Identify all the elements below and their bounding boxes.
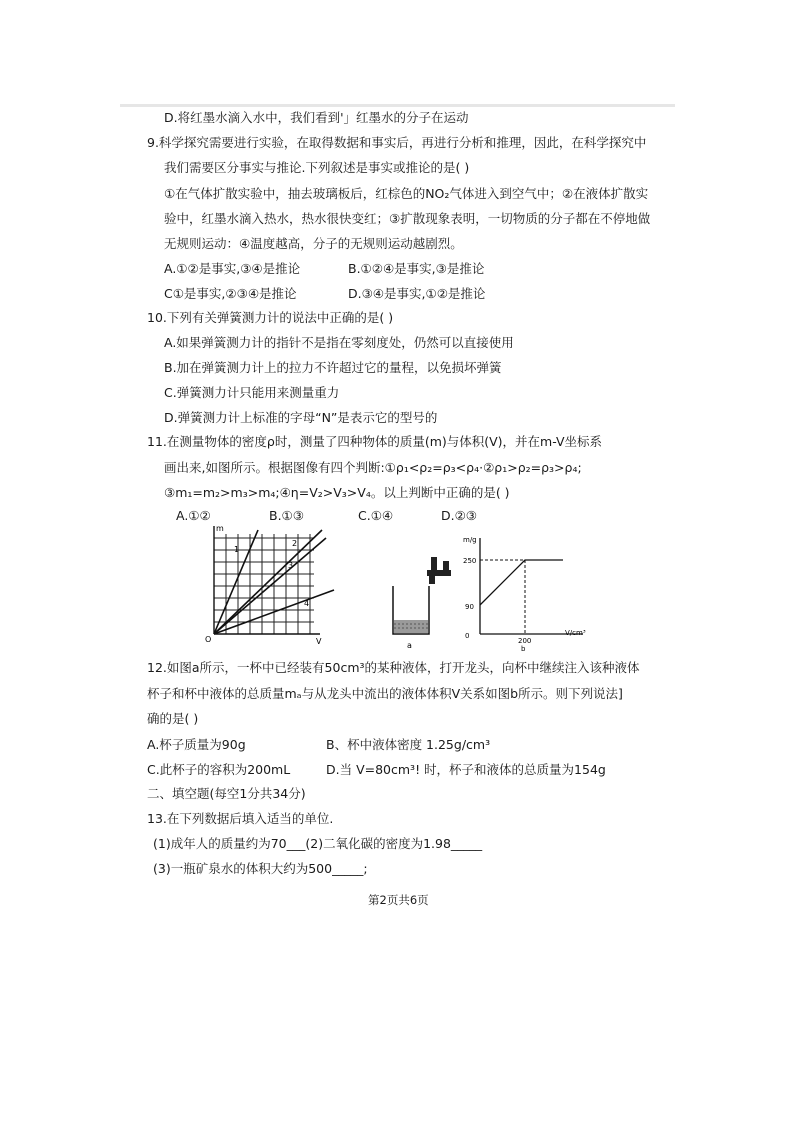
q9-statement-line-1: ①在气体扩散实验中，抽去玻璃板后，红棕色的NO₂气体进入到空气中；②在液体扩散实 [164, 186, 649, 201]
graph-line-label-2: 2 [292, 539, 298, 548]
q9-option-b: B.①②④是事实,③是推论 [348, 261, 485, 276]
q12-stem-line-1: 12.如图a所示，一杯中已经装有50cm³的某种液体，打开龙头，向杯中继续注入该种液体 [147, 660, 640, 675]
q12-option-b: B、杯中液体密度 1.25g/cm³ [326, 737, 491, 752]
q9-option-d: D.③④是事实,①②是推论 [348, 286, 486, 301]
q13-stem: 13.在下列数据后填入适当的单位. [147, 811, 334, 826]
q10-option-b: B.加在弹簧测力计上的拉力不许超过它的量程，以免损坏弹簧 [164, 360, 502, 375]
q9-statement-line-2: 验中，红墨水滴入热水，热水很快变红；③扩散现象表明，一切物质的分子都在不停地做 [164, 211, 651, 226]
graph-line-label-3: 3 [288, 561, 294, 570]
fig-b-line [480, 560, 563, 605]
fig-b-origin: 0 [465, 632, 470, 640]
q11-option-b: B.①③ [269, 508, 304, 523]
q11-option-d: D.②③ [441, 508, 478, 523]
fig-a-label: a [407, 641, 412, 650]
fig-b-graph [455, 532, 590, 652]
q11-option-c: C.①④ [358, 508, 394, 523]
q12-stem-line-3: 确的是( ) [147, 711, 199, 726]
q9-stem-line-1: 9.科学探究需要进行实验，在取得数据和事实后，再进行分析和推理，因此，在科学探究中 [147, 135, 647, 150]
q11-stem-line-1: 11.在测量物体的密度ρ时，测量了四种物体的质量(m)与体积(V)，并在m-V坐标系 [147, 434, 603, 449]
q11-stem-line-3: ③m₁=m₂>m₃>m₄;④η=V₂>V₃>V₄。以上判断中正确的是( ) [164, 485, 510, 500]
q12-stem-line-2: 杯子和杯中液体的总质量mₐ与从龙头中流出的液体体积V关系如图b所示。则下列说法] [147, 686, 623, 701]
q10-option-c: C.弹簧测力计只能用来测量重力 [164, 385, 340, 400]
q12-option-d: D.当 V=80cm³! 时，杯子和液体的总质量为154g [326, 762, 606, 777]
q10-option-a: A.如果弹簧测力计的指针不是指在零刻度处，仍然可以直接使用 [164, 335, 514, 350]
q9-option-c: C①是事实,②③④是推论 [164, 286, 297, 301]
fig-b-ytick-250: 250 [463, 557, 477, 565]
graph-line-label-1: 1 [234, 545, 240, 554]
fig-b-ytick-90: 90 [465, 603, 474, 611]
graph-line-label-4: 4 [304, 599, 310, 608]
fig-b-label: b [521, 645, 526, 652]
page-footer: 第2页共6页 [368, 893, 429, 907]
section-title: 二、填空题(每空1分共34分) [147, 786, 306, 801]
fig-b-xtick-200: 200 [518, 637, 532, 645]
q8-option-d: D.将红墨水滴入水中，我们看到'」红墨水的分子在运动 [164, 110, 469, 125]
graph-y-label: m [216, 524, 224, 533]
graph-origin-label: O [205, 635, 212, 644]
cup-liquid [394, 620, 428, 633]
q12-option-a: A.杯子质量为90g [147, 737, 246, 752]
q10-option-d: D.弹簧测力计上标准的字母“N”是表示它的型号的 [164, 410, 438, 425]
q13-item-3: (3)一瓶矿泉水的体积大约为500_____; [153, 861, 368, 876]
q11-option-a: A.①② [176, 508, 211, 523]
q10-stem: 10.下列有关弹簧测力计的说法中正确的是( ) [147, 310, 394, 325]
tap-icon [427, 557, 451, 584]
q11-stem-line-2: 画出来,如图所示。根据图像有四个判断:①ρ₁<ρ₂=ρ₃<ρ₄·②ρ₁>ρ₂=ρ₃>ρ₄; [164, 460, 582, 475]
scan-top-edge [120, 104, 675, 107]
graph-line-2 [214, 530, 322, 634]
q9-stem-line-2: 我们需要区分事实与推论.下列叙述是事实或推论的是( ) [164, 160, 470, 175]
q9-statement-line-3: 无规则运动：④温度越高，分子的无规则运动越剧烈。 [164, 236, 463, 251]
fig-a-tap-and-cup [383, 552, 463, 652]
q11-m-v-graph [196, 520, 336, 645]
q12-option-c: C.此杯子的容积为200mL [147, 762, 291, 777]
q9-option-a: A.①②是事实,③④是推论 [164, 261, 301, 276]
q13-items-1-2: (1)成年人的质量约为70___(2)二氧化碳的密度为1.98_____ [153, 836, 483, 851]
fig-b-x-label: V/cm³ [565, 629, 586, 637]
graph-x-label: V [316, 637, 322, 645]
fig-b-y-label: m/g [463, 536, 477, 544]
